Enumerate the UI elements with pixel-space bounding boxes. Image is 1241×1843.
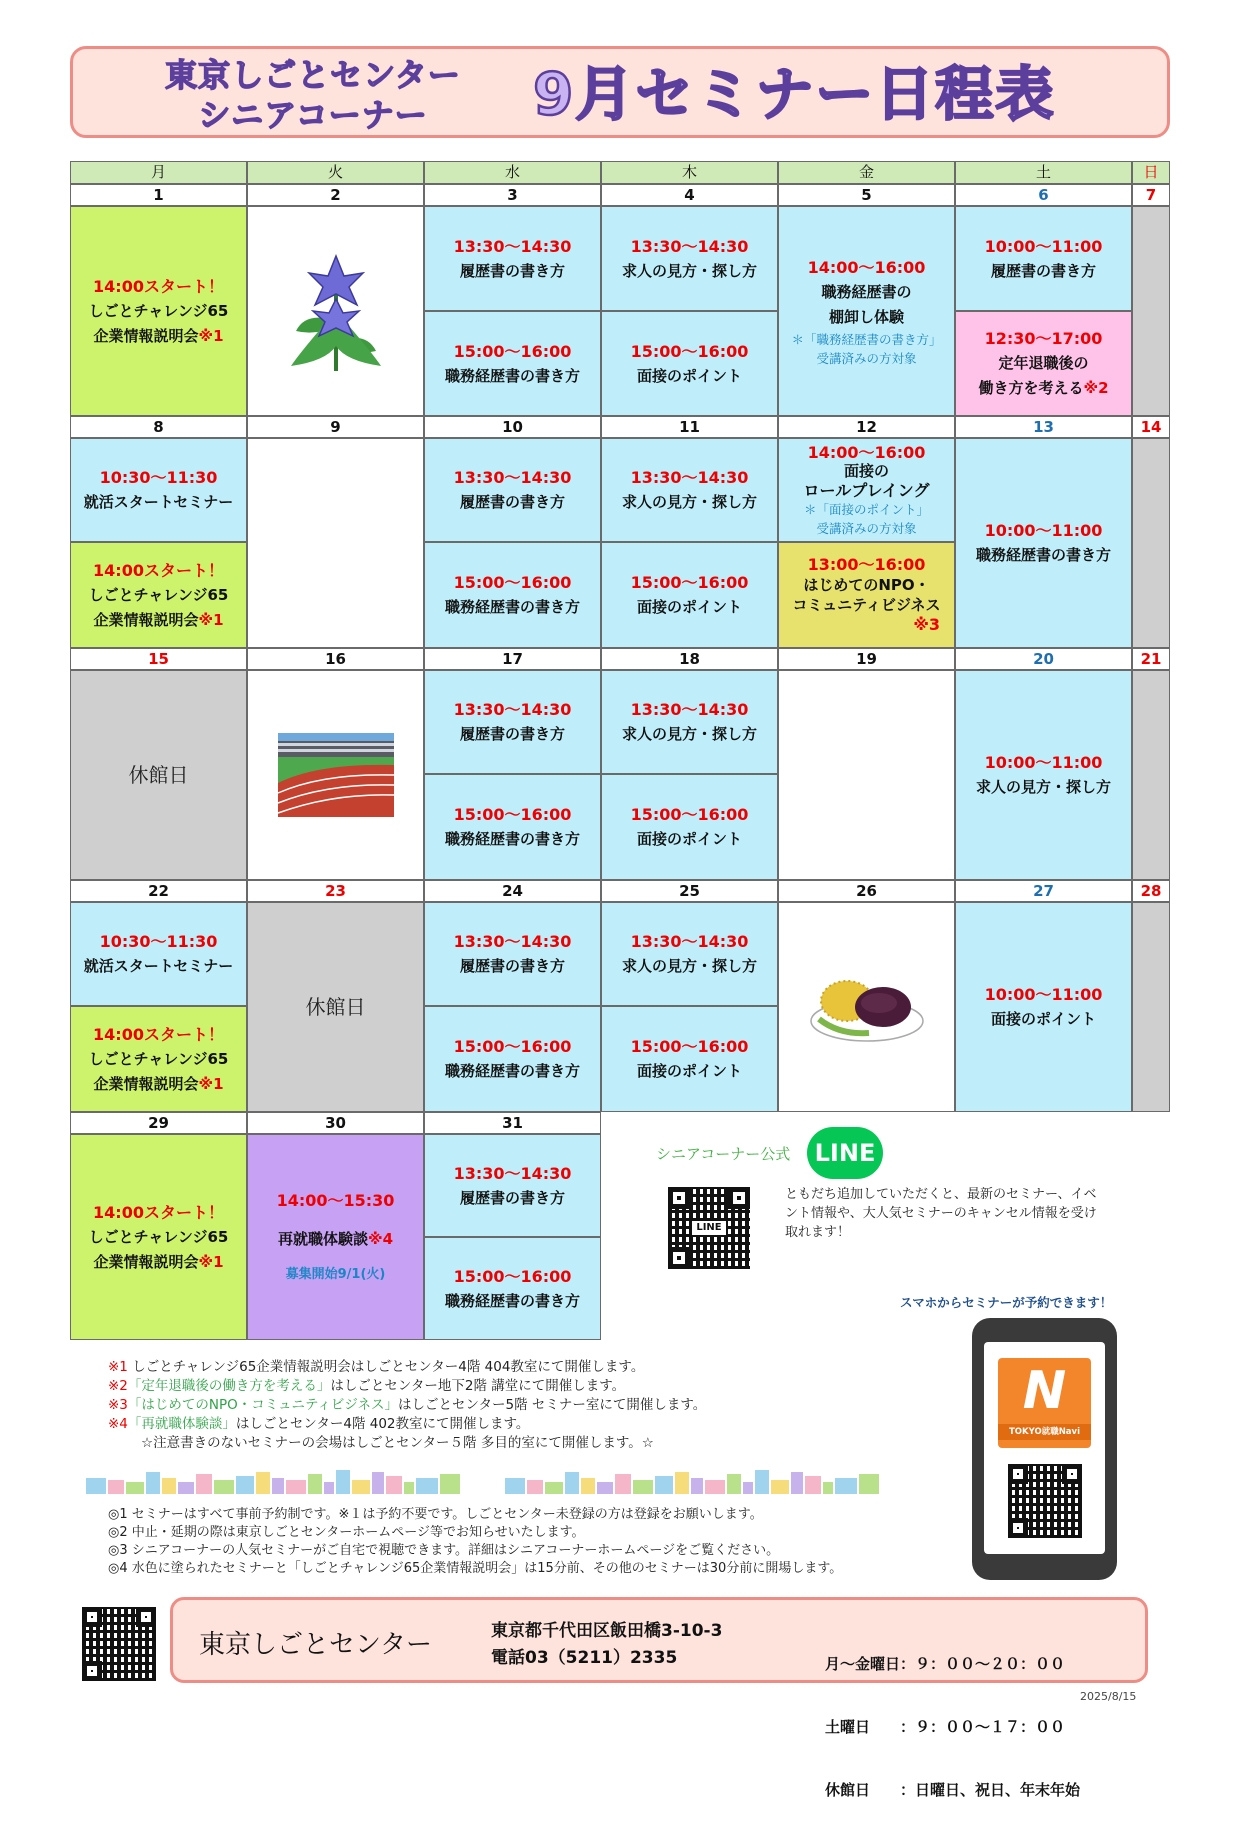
event-time: 13:30～14:30 bbox=[630, 236, 749, 256]
event-rireki-24[interactable] bbox=[424, 902, 601, 1006]
event-challenge65[interactable] bbox=[70, 206, 247, 416]
date-15: 15 bbox=[70, 648, 247, 670]
event-challenge65-8[interactable] bbox=[70, 542, 247, 648]
event-title: 求人の見方・探し方 bbox=[621, 493, 757, 511]
event-note-line2: 受講済みの方対象 bbox=[816, 520, 917, 536]
note-1: ◎1 セミナーはすべて事前予約制です。※１は予約不要です。しごとセンター未登録の方は登録をお願いします。 bbox=[108, 1507, 763, 1522]
date-28: 28 bbox=[1132, 880, 1170, 902]
event-tanaoroshi-5[interactable] bbox=[778, 206, 955, 416]
event-title: 職務経歴書の書き方 bbox=[444, 1291, 580, 1310]
event-title-line2: 企業情報説明会 bbox=[93, 610, 199, 629]
date-22: 22 bbox=[70, 880, 247, 902]
event-npo-12[interactable] bbox=[778, 542, 955, 648]
event-time: 14:00～16:00 bbox=[807, 257, 926, 277]
date-13: 13 bbox=[955, 416, 1132, 438]
date-8: 8 bbox=[70, 416, 247, 438]
event-title-line2: 企業情報説明会 bbox=[93, 1252, 199, 1271]
venue-note: ☆注意書きのないセミナーの会場はしごとセンター５階 多目的室にて開催します。☆ bbox=[141, 1435, 654, 1451]
day-header-wed: 水 bbox=[424, 161, 601, 184]
event-mensetsu-11[interactable] bbox=[601, 542, 778, 648]
date-29: 29 bbox=[70, 1112, 247, 1134]
hours-saturday: 土曜日 ：９：００～１７：００ bbox=[825, 1718, 1066, 1736]
event-teinen-6[interactable] bbox=[955, 311, 1132, 416]
decor-cell-2 bbox=[247, 206, 424, 416]
event-shokumu-3[interactable] bbox=[424, 311, 601, 416]
event-time: 14:00～15:30 bbox=[276, 1190, 395, 1210]
event-title: 面接のポイント bbox=[636, 830, 742, 848]
event-title-line1: しごとチャレンジ65 bbox=[88, 1227, 229, 1246]
event-title: 職務経歴書の書き方 bbox=[444, 830, 580, 848]
app-letter: N bbox=[1022, 1361, 1067, 1421]
date-30: 30 bbox=[247, 1112, 424, 1134]
date-3: 3 bbox=[424, 184, 601, 206]
event-time: 10:30～11:30 bbox=[99, 932, 218, 951]
event-title-line1: しごとチャレンジ65 bbox=[88, 585, 229, 604]
event-time: 15:00～16:00 bbox=[453, 341, 572, 361]
event-challenge65-22[interactable] bbox=[70, 1006, 247, 1112]
footer-address-block bbox=[491, 1618, 722, 1672]
date-11: 11 bbox=[601, 416, 778, 438]
event-title-line1: しごとチャレンジ65 bbox=[88, 301, 229, 320]
footnote-mark: ※1 bbox=[198, 1252, 224, 1271]
event-time: 14:00～16:00 bbox=[807, 442, 926, 462]
empty-cell-19 bbox=[778, 670, 955, 880]
footer-phone: 電話03（5211）2335 bbox=[491, 1648, 678, 1668]
qr-finder bbox=[1008, 1464, 1028, 1484]
date-6: 6 bbox=[955, 184, 1132, 206]
event-shukatsu-22[interactable] bbox=[70, 902, 247, 1006]
event-rireki-10[interactable] bbox=[424, 438, 601, 542]
date-2: 2 bbox=[247, 184, 424, 206]
date-17: 17 bbox=[424, 648, 601, 670]
footnote-mark: ※1 bbox=[198, 610, 224, 629]
qr-line-label: LINE bbox=[692, 1221, 726, 1235]
tokyo-navi-app-icon[interactable] bbox=[998, 1358, 1091, 1448]
event-rireki-6[interactable] bbox=[955, 206, 1132, 311]
footnote-mark: ※4 bbox=[367, 1229, 394, 1248]
phone-caption: スマホからセミナーが予約できます！ bbox=[900, 1295, 1113, 1310]
event-time: 13:30～14:30 bbox=[630, 932, 749, 951]
sunday-cell-28 bbox=[1132, 902, 1170, 1112]
event-shokumu-13[interactable] bbox=[955, 438, 1132, 648]
event-shokumu-31[interactable] bbox=[424, 1237, 601, 1340]
event-kyujin-18[interactable] bbox=[601, 670, 778, 774]
center-name-line2: シニアコーナー bbox=[198, 96, 428, 134]
event-title: 面接のポイント bbox=[990, 1010, 1096, 1028]
footnote-mark: ※2 bbox=[1083, 379, 1109, 397]
event-time: 10:00～11:00 bbox=[984, 236, 1103, 256]
qr-finder bbox=[82, 1661, 102, 1681]
event-time: 13:30～14:30 bbox=[453, 468, 572, 487]
event-time: 13:00～16:00 bbox=[807, 555, 926, 574]
event-kyujin-4[interactable] bbox=[601, 206, 778, 311]
decor-cell-26 bbox=[778, 902, 955, 1112]
event-rireki-17[interactable] bbox=[424, 670, 601, 774]
event-time: 15:00～16:00 bbox=[453, 805, 572, 824]
event-title: 履歴書の書き方 bbox=[459, 493, 565, 511]
event-title: 面接のポイント bbox=[636, 598, 742, 616]
date-19: 19 bbox=[778, 648, 955, 670]
event-title: 履歴書の書き方 bbox=[459, 725, 565, 743]
closed-day-23 bbox=[247, 902, 424, 1112]
event-title-line1: しごとチャレンジ65 bbox=[88, 1049, 229, 1068]
issue-date: 2025/8/15 bbox=[1080, 1690, 1137, 1703]
event-title-line2: 働き方を考える bbox=[978, 379, 1084, 397]
event-time: 14:00スタート！ bbox=[93, 1202, 224, 1222]
center-name-line1: 東京しごとセンター bbox=[165, 56, 461, 94]
event-time: 13:30～14:30 bbox=[453, 236, 572, 256]
event-shokumu-24[interactable] bbox=[424, 1006, 601, 1112]
general-notes bbox=[108, 1506, 842, 1578]
event-time: 13:30～14:30 bbox=[453, 932, 572, 951]
date-31: 31 bbox=[424, 1112, 601, 1134]
note-2: ◎2 中止・延期の際は東京しごとセンターホームページ等でお知らせいたします。 bbox=[108, 1525, 585, 1540]
event-rireki-31[interactable] bbox=[424, 1134, 601, 1237]
closed-day-15 bbox=[70, 670, 247, 880]
event-title-line1: はじめてのNPO・ bbox=[803, 576, 930, 594]
event-time: 15:00～16:00 bbox=[630, 573, 749, 592]
qr-finder bbox=[82, 1607, 102, 1627]
event-rireki-3[interactable] bbox=[424, 206, 601, 311]
event-title: 履歴書の書き方 bbox=[459, 261, 565, 280]
footer-center-name: 東京しごとセンター bbox=[199, 1630, 432, 1660]
event-kyujin-20[interactable] bbox=[955, 670, 1132, 880]
event-title: 就活スタートセミナー bbox=[83, 493, 234, 511]
date-12: 12 bbox=[778, 416, 955, 438]
event-time: 12:30～17:00 bbox=[984, 329, 1103, 348]
date-24: 24 bbox=[424, 880, 601, 902]
event-time: 13:30～14:30 bbox=[453, 1163, 572, 1183]
date-23: 23 bbox=[247, 880, 424, 902]
event-title-line2: 企業情報説明会 bbox=[93, 1074, 199, 1093]
event-time: 10:30～11:30 bbox=[99, 468, 218, 487]
line-qr-code[interactable] bbox=[668, 1187, 750, 1269]
empty-cell-9 bbox=[247, 438, 424, 648]
event-title: 履歴書の書き方 bbox=[459, 1188, 565, 1207]
qr-finder bbox=[728, 1187, 750, 1209]
event-title: 職務経歴書の書き方 bbox=[975, 546, 1111, 564]
event-time: 10:00～11:00 bbox=[984, 985, 1103, 1004]
footnote-mark: ※1 bbox=[198, 1074, 224, 1093]
event-time: 13:30～14:30 bbox=[630, 468, 749, 487]
event-title: 面接のポイント bbox=[636, 1062, 742, 1080]
event-title: 履歴書の書き方 bbox=[459, 957, 565, 975]
event-saishushoku-30[interactable] bbox=[247, 1134, 424, 1340]
event-time: 15:00～16:00 bbox=[630, 805, 749, 824]
date-25: 25 bbox=[601, 880, 778, 902]
qr-finder bbox=[136, 1607, 156, 1627]
event-time: 15:00～16:00 bbox=[453, 573, 572, 592]
footnotes bbox=[108, 1358, 706, 1453]
event-time: 15:00～16:00 bbox=[630, 1037, 749, 1056]
event-shokumu-10[interactable] bbox=[424, 542, 601, 648]
note-3: ◎3 シニアコーナーの人気セミナーがご自宅で視聴できます。詳細はシニアコーナーホームページをご覧ください。 bbox=[108, 1543, 780, 1558]
city-skyline-illustration bbox=[505, 1468, 881, 1494]
event-time: 14:00スタート！ bbox=[93, 560, 224, 580]
phone-screen bbox=[984, 1342, 1105, 1554]
date-5: 5 bbox=[778, 184, 955, 206]
event-kyujin-11[interactable] bbox=[601, 438, 778, 542]
day-header-sun: 日 bbox=[1132, 161, 1170, 184]
event-note-line1: ＊「面接のポイント」 bbox=[803, 501, 929, 517]
event-title-line2: ロールプレイング bbox=[803, 480, 930, 500]
event-title: 職務経歴書の書き方 bbox=[444, 1062, 580, 1080]
event-title: 面接のポイント bbox=[636, 366, 742, 385]
event-title-line1: 職務経歴書の bbox=[821, 282, 912, 301]
line-logo[interactable]: LINE bbox=[807, 1127, 883, 1179]
stadium-track-illustration bbox=[278, 733, 394, 817]
sunday-cell-7 bbox=[1132, 206, 1170, 416]
qr-finder bbox=[668, 1187, 690, 1209]
event-title-line1: 面接の bbox=[843, 461, 889, 480]
app-qr-code[interactable] bbox=[1008, 1464, 1082, 1538]
event-note-line2: 受講済みの方対象 bbox=[816, 350, 917, 366]
event-title: 求人の見方・探し方 bbox=[975, 778, 1111, 796]
header-banner bbox=[70, 46, 1170, 138]
event-title: 履歴書の書き方 bbox=[990, 261, 1096, 280]
event-note-line1: ＊「職務経歴書の書き方」 bbox=[791, 331, 942, 347]
footnote-1: ※1 しごとチャレンジ65企業情報説明会はしごとセンター4階 404教室にて開催します。 bbox=[108, 1359, 645, 1375]
event-mensetsu-4[interactable] bbox=[601, 311, 778, 416]
event-time: 13:30～14:30 bbox=[630, 700, 749, 719]
smartphone-illustration bbox=[972, 1318, 1117, 1580]
date-9: 9 bbox=[247, 416, 424, 438]
date-27: 27 bbox=[955, 880, 1132, 902]
qr-finder bbox=[668, 1247, 690, 1269]
event-title-line1: 定年退職後の bbox=[998, 354, 1089, 372]
footnote-4: ※4「再就職体験談」はしごとセンター4階 402教室にて開催します。 bbox=[108, 1416, 530, 1432]
bellflower-illustration bbox=[281, 251, 391, 371]
date-26: 26 bbox=[778, 880, 955, 902]
center-name bbox=[153, 55, 473, 135]
qr-finder bbox=[1008, 1518, 1028, 1538]
ohagi-illustration bbox=[809, 969, 925, 1045]
qr-finder bbox=[1062, 1464, 1082, 1484]
event-time: 13:30～14:30 bbox=[453, 700, 572, 719]
footnote-mark: ※1 bbox=[198, 326, 224, 345]
date-21: 21 bbox=[1132, 648, 1170, 670]
event-time: 15:00～16:00 bbox=[453, 1037, 572, 1056]
date-16: 16 bbox=[247, 648, 424, 670]
event-title-line2: 企業情報説明会 bbox=[93, 326, 199, 345]
date-18: 18 bbox=[601, 648, 778, 670]
footnote-mark: ※3 bbox=[913, 615, 940, 634]
event-time: 10:00～11:00 bbox=[984, 753, 1103, 772]
event-mensetsu-25[interactable] bbox=[601, 1006, 778, 1112]
event-title: 職務経歴書の書き方 bbox=[444, 366, 580, 385]
hours-weekday: 月～金曜日：９：００～２０：００ bbox=[825, 1655, 1066, 1673]
event-time: 15:00～16:00 bbox=[453, 1266, 572, 1286]
event-title: 就活スタートセミナー bbox=[83, 957, 234, 975]
note-4: ◎4 水色に塗られたセミナーと「しごとチャレンジ65企業情報説明会」は15分前、その他のセミナーは30分前に開場します。 bbox=[108, 1561, 843, 1576]
event-kyujin-25[interactable] bbox=[601, 902, 778, 1006]
sunday-cell-21 bbox=[1132, 670, 1170, 880]
event-title-line2: 棚卸し体験 bbox=[828, 307, 904, 326]
event-note: 募集開始9/1(火) bbox=[285, 1266, 386, 1282]
footer-hours-block bbox=[825, 1612, 1080, 1843]
footer-address: 東京都千代田区飯田橋3-10-3 bbox=[491, 1621, 723, 1641]
day-header-mon: 月 bbox=[70, 161, 247, 184]
sunday-cell-14 bbox=[1132, 438, 1170, 648]
event-title: 求人の見方・探し方 bbox=[621, 725, 757, 743]
date-1: 1 bbox=[70, 184, 247, 206]
date-10: 10 bbox=[424, 416, 601, 438]
event-mensetsu-18[interactable] bbox=[601, 774, 778, 880]
date-20: 20 bbox=[955, 648, 1132, 670]
closed-label: 休館日 bbox=[128, 762, 189, 787]
day-header-fri: 金 bbox=[778, 161, 955, 184]
day-header-thu: 木 bbox=[601, 161, 778, 184]
date-14: 14 bbox=[1132, 416, 1170, 438]
event-time: 14:00スタート！ bbox=[93, 276, 224, 296]
closed-days: 休館日 ：日曜日、祝日、年末年始 bbox=[825, 1781, 1081, 1799]
date-7: 7 bbox=[1132, 184, 1170, 206]
app-name: TOKYO就職Navi bbox=[998, 1424, 1091, 1440]
date-4: 4 bbox=[601, 184, 778, 206]
page-title: 9月セミナー日程表 bbox=[533, 60, 1056, 128]
line-section-label: シニアコーナー公式 bbox=[656, 1145, 791, 1163]
footnote-2: ※2「定年退職後の働き方を考える」はしごとセンター地下2階 講堂にて開催します。 bbox=[108, 1378, 626, 1394]
event-shokumu-17[interactable] bbox=[424, 774, 601, 880]
event-time: 10:00～11:00 bbox=[984, 521, 1103, 540]
event-mensetsu-27[interactable] bbox=[955, 902, 1132, 1112]
day-header-sat: 土 bbox=[955, 161, 1132, 184]
closed-label: 休館日 bbox=[305, 994, 366, 1019]
event-title: 職務経歴書の書き方 bbox=[444, 598, 580, 616]
event-title-line2: コミュニティビジネス bbox=[792, 596, 941, 614]
line-description: ともだち追加していただくと、最新のセミナー、イベント情報や、大人気セミナーのキャンセル情報を受け取れます！ bbox=[785, 1187, 1097, 1240]
day-header-tue: 火 bbox=[247, 161, 424, 184]
decor-cell-16 bbox=[247, 670, 424, 880]
event-title: 求人の見方・探し方 bbox=[621, 957, 757, 975]
event-title: 再就職体験談 bbox=[277, 1229, 368, 1248]
event-title: 求人の見方・探し方 bbox=[621, 261, 757, 280]
event-time: 14:00スタート！ bbox=[93, 1024, 224, 1044]
center-qr-code[interactable] bbox=[82, 1607, 156, 1681]
event-challenge65-29[interactable] bbox=[70, 1134, 247, 1340]
event-time: 15:00～16:00 bbox=[630, 341, 749, 361]
event-roleplay-12[interactable] bbox=[778, 438, 955, 542]
footnote-3: ※3「はじめてのNPO・コミュニティビジネス」はしごとセンター5階 セミナー室にて開催します。 bbox=[108, 1397, 707, 1413]
event-shukatsu-8[interactable] bbox=[70, 438, 247, 542]
city-skyline-illustration bbox=[86, 1468, 462, 1494]
